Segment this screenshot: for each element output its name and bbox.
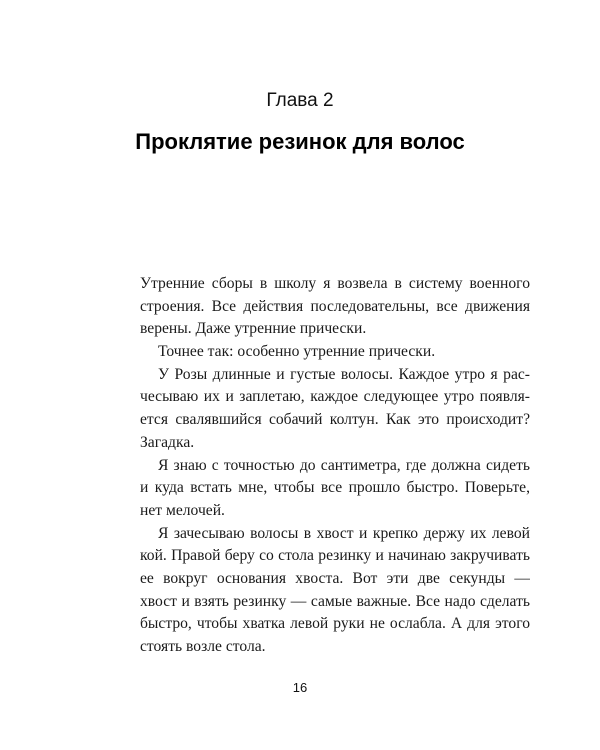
text-line: Я знаю с точностью до сантиметра, где должна сидеть [158, 456, 530, 474]
text-line: У Розы длинные и густые волосы. Каждое утро я рас- [158, 365, 530, 383]
chapter-title: Проклятие резинок для волос [135, 129, 465, 154]
text-line: Я зачесываю волосы в хвост и крепко держу их левой [158, 524, 530, 542]
text-line: ется свалявшийся собачий колтун. Как это происходит? [140, 411, 530, 429]
chapter-label: Глава 2 [266, 90, 334, 111]
text-line: ее вокруг основания хвоста. Вот эти две секунды — [140, 569, 530, 587]
text-line: Утренние сборы в школу я возвела в систему военного [140, 275, 530, 292]
text-line: Загадка. [140, 433, 195, 451]
text-line: верены. Даже утренние прически. [140, 320, 367, 338]
text-line: чесываю их и заплетаю, каждое следующее утро появля- [140, 388, 530, 406]
page-number: 16 [292, 680, 308, 695]
text-line: быстро, чтобы хватка левой руки не ослабла. А для этого [140, 615, 530, 633]
text-line: хвост и взять резинку — самые важные. Все надо сделать [140, 592, 530, 610]
text-line: стоять возле стола. [140, 638, 266, 655]
text-line: и куда встать мне, чтобы все прошло быстро. Поверьте, [140, 479, 530, 497]
body-text [140, 273, 530, 659]
text-line: Точнее так: особенно утренние прически. [158, 343, 436, 361]
text-line: нет мелочей. [140, 501, 225, 519]
text-line: кой. Правой беру со стола резинку и начинаю закручивать [140, 547, 530, 565]
text-line: строения. Все действия последовательны, все движения [140, 297, 530, 315]
